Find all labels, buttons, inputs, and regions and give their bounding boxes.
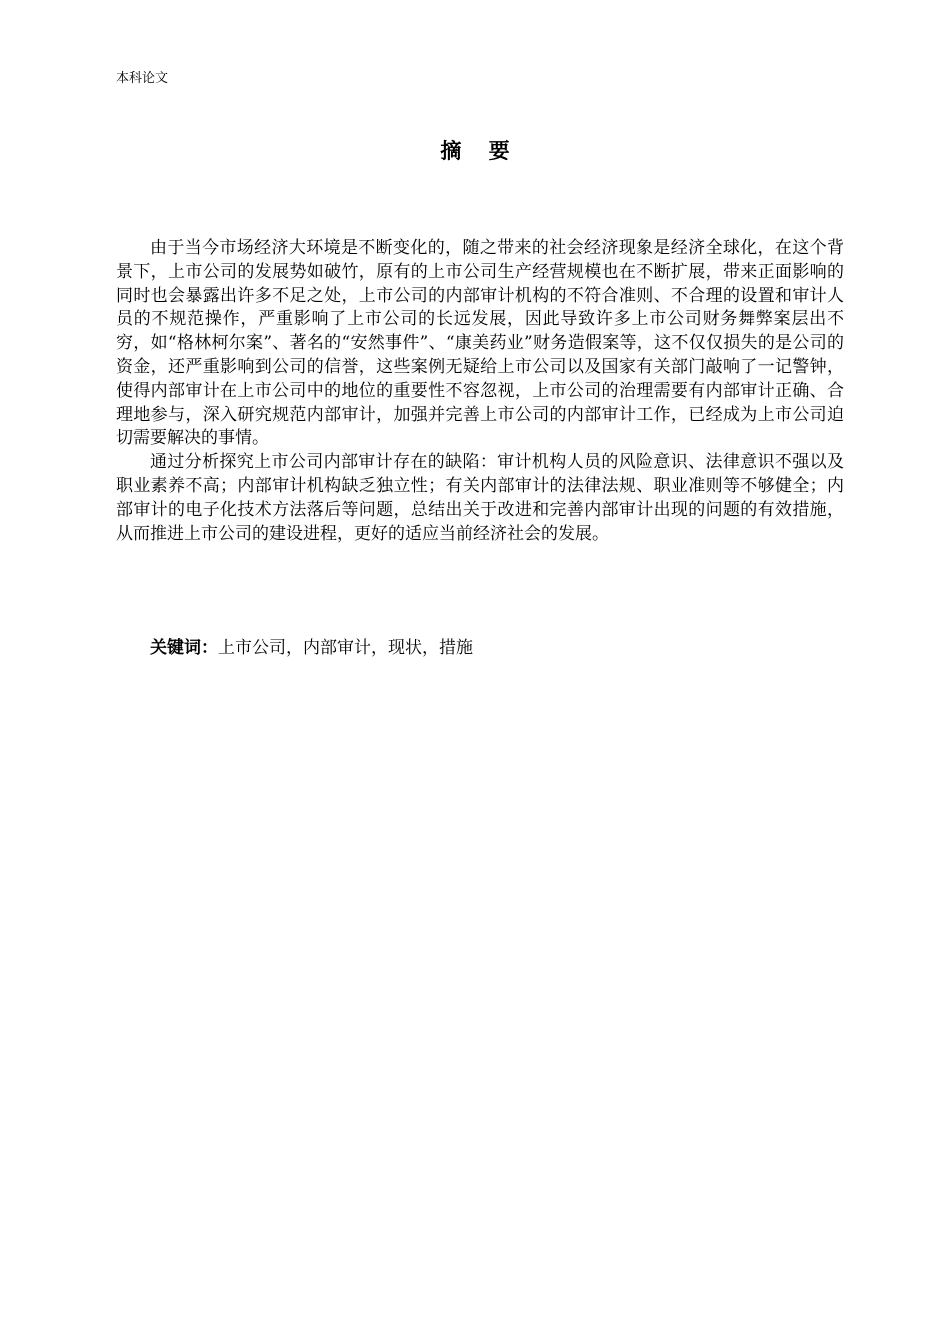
keywords-label: 关键词：: [150, 638, 218, 658]
abstract-paragraph-1: 由于当今市场经济大环境是不断变化的，随之带来的社会经济现象是经济全球化，在这个背景下，上市公司的发展势如破竹，原有的上市公司生产经营规模也在不断扩展，带来正面影响的同时也会暴露出许多不足之处，上市公司的内部审计机构的不符合准则、不合理的设置和审计人员的不规范操作，严重影响了上市公司的长远发展，因此导致许多上市公司财务舞弊案层出不穷，如“格林柯尔案”、著名的“安然事件”、“康美药业”财务造假案等，这不仅仅损失的是公司的资金，还严重影响到公司的信誉，这些案例无疑给上市公司以及国家有关部门敲响了一记警钟，使得内部审计在上市公司中的地位的重要性不容忽视，上市公司的治理需要有内部审计正确、合理地参与，深入研究规范内部审计，加强并完善上市公司的内部审计工作，已经成为上市公司迫切需要解决的事情。: [116, 238, 844, 449]
abstract-body: [116, 237, 844, 546]
running-header: 本科论文: [116, 71, 169, 86]
abstract-paragraph-2: 通过分析探究上市公司内部审计存在的缺陷：审计机构人员的风险意识、法律意识不强以及职业素养不高；内部审计机构缺乏独立性；有关内部审计的法律法规、职业准则等不够健全；内部审计的电子化技术方法落后等问题，总结出关于改进和完善内部审计出现的问题的有效措施，从而推进上市公司的建设进程，更好的适应当前经济社会的发展。: [116, 452, 844, 544]
keywords-value: 上市公司，内部审计，现状，措施: [218, 638, 473, 658]
abstract-title: 摘 要: [440, 139, 520, 163]
keywords-line: [150, 636, 473, 660]
